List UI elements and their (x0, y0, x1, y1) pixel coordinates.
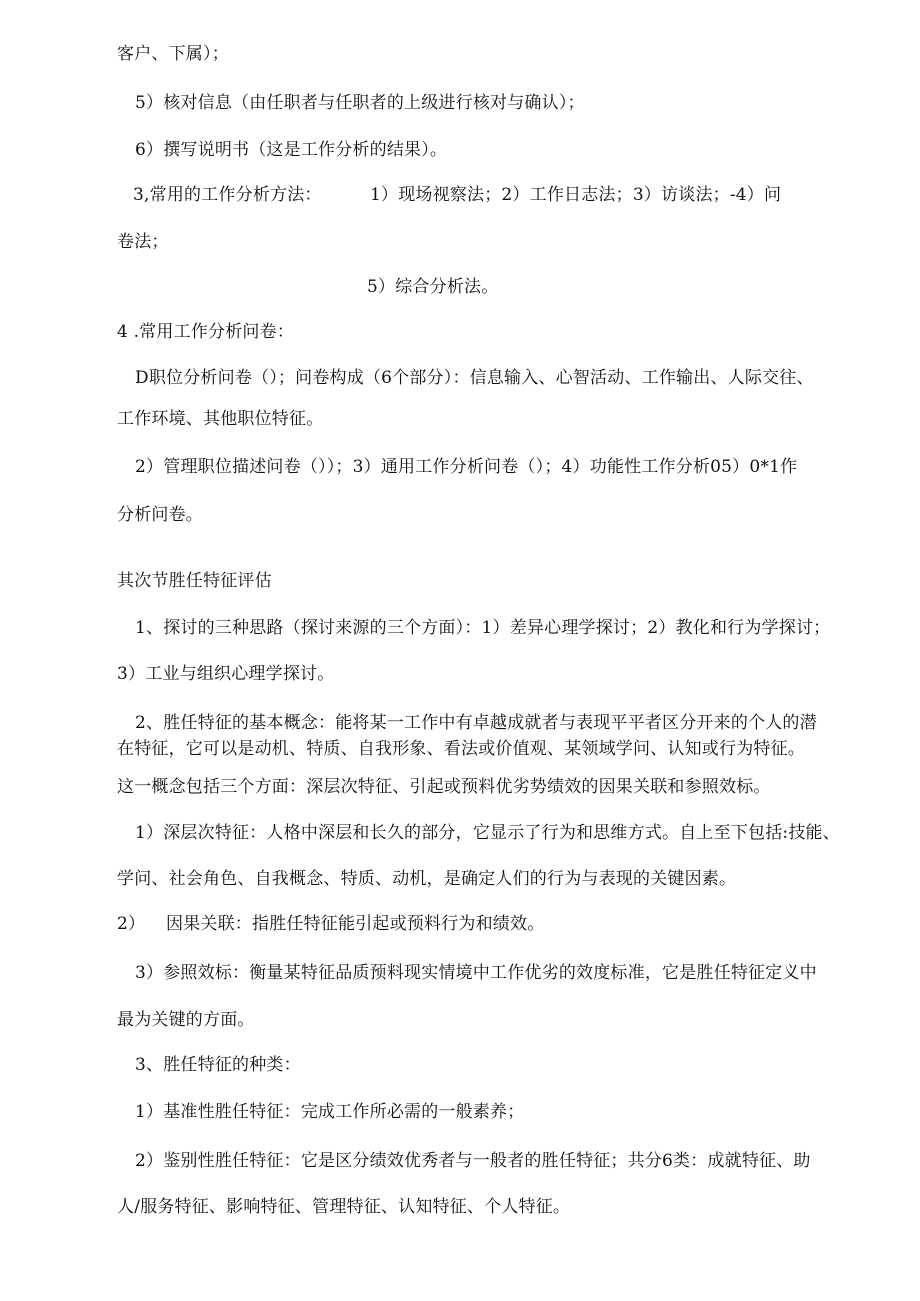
text-line: 2、胜任特征的基本概念：能将某一工作中有卓越成就者与表现平平者区分开来的个人的潜 (135, 713, 817, 733)
text-line: 1）基准性胜任特征：完成工作所必需的一般素养； (135, 1102, 525, 1122)
text-line: 学问、社会角色、自我概念、特质、动机，是确定人们的行为与表现的关键因素。 (117, 869, 737, 889)
text-line: 分析问卷。 (117, 505, 203, 525)
text-line: 卷法； (117, 232, 169, 252)
text-line: 最为关键的方面。 (117, 1010, 255, 1030)
text-line: 4 .常用工作分析问卷： (117, 322, 295, 342)
text-line: 在特征，它可以是动机、特质、自我形象、看法或价值观、某领域学问、认知或行为特征。 (117, 739, 805, 759)
text-line: 3,常用的工作分析方法： (133, 185, 322, 205)
text-line: 2）鉴别性胜任特征：它是区分绩效优秀者与一般者的胜任特征；共分6类：成就特征、助 (135, 1151, 811, 1171)
text-line: 人/服务特征、影响特征、管理特征、认知特征、个人特征。 (117, 1197, 571, 1217)
list-number: 2） (117, 914, 146, 934)
text-line: 5）综合分析法。 (367, 277, 499, 297)
section-heading: 其次节胜任特征评估 (117, 571, 272, 591)
text-line: 3）工业与组织心理学探讨。 (117, 664, 335, 684)
text-line: 1、探讨的三种思路（探讨来源的三个方面）：1）差异心理学探讨；2）教化和行为学探讨； (135, 618, 831, 638)
text-line: 3）参照效标：衡量某特征品质预料现实情境中工作优劣的效度标准，它是胜任特征定义中 (135, 963, 817, 983)
text-line: 6）撰写说明书（这是工作分析的结果）。 (135, 140, 448, 160)
text-line: 工作环境、其他职位特征。 (117, 409, 324, 429)
text-line: 1）深层次特征：人格中深层和长久的部分，它显示了行为和思维方式。自上至下包括:技能、 (135, 823, 840, 843)
text-line: 2）管理职位描述问卷（））；3）通用工作分析问卷（）；4）功能性工作分析05）0*1作 (135, 457, 798, 477)
text-line: D职位分析问卷（）；问卷构成（6个部分）：信息输入、心智活动、工作输出、人际交往、 (135, 368, 814, 388)
text-line: 3、胜任特征的种类： (135, 1055, 301, 1075)
text-line: 这一概念包括三个方面：深层次特征、引起或预料优劣势绩效的因果关联和参照效标。 (117, 777, 771, 797)
text-line: 因果关联：指胜任特征能引起或预料行为和绩效。 (166, 914, 545, 934)
text-line: 5）核对信息（由任职者与任职者的上级进行核对与确认）； (135, 93, 585, 113)
text-line: 客户、下属）； (117, 44, 229, 64)
text-line: 1）现场视察法；2）工作日志法；3）访谈法；-4）问 (370, 185, 782, 205)
